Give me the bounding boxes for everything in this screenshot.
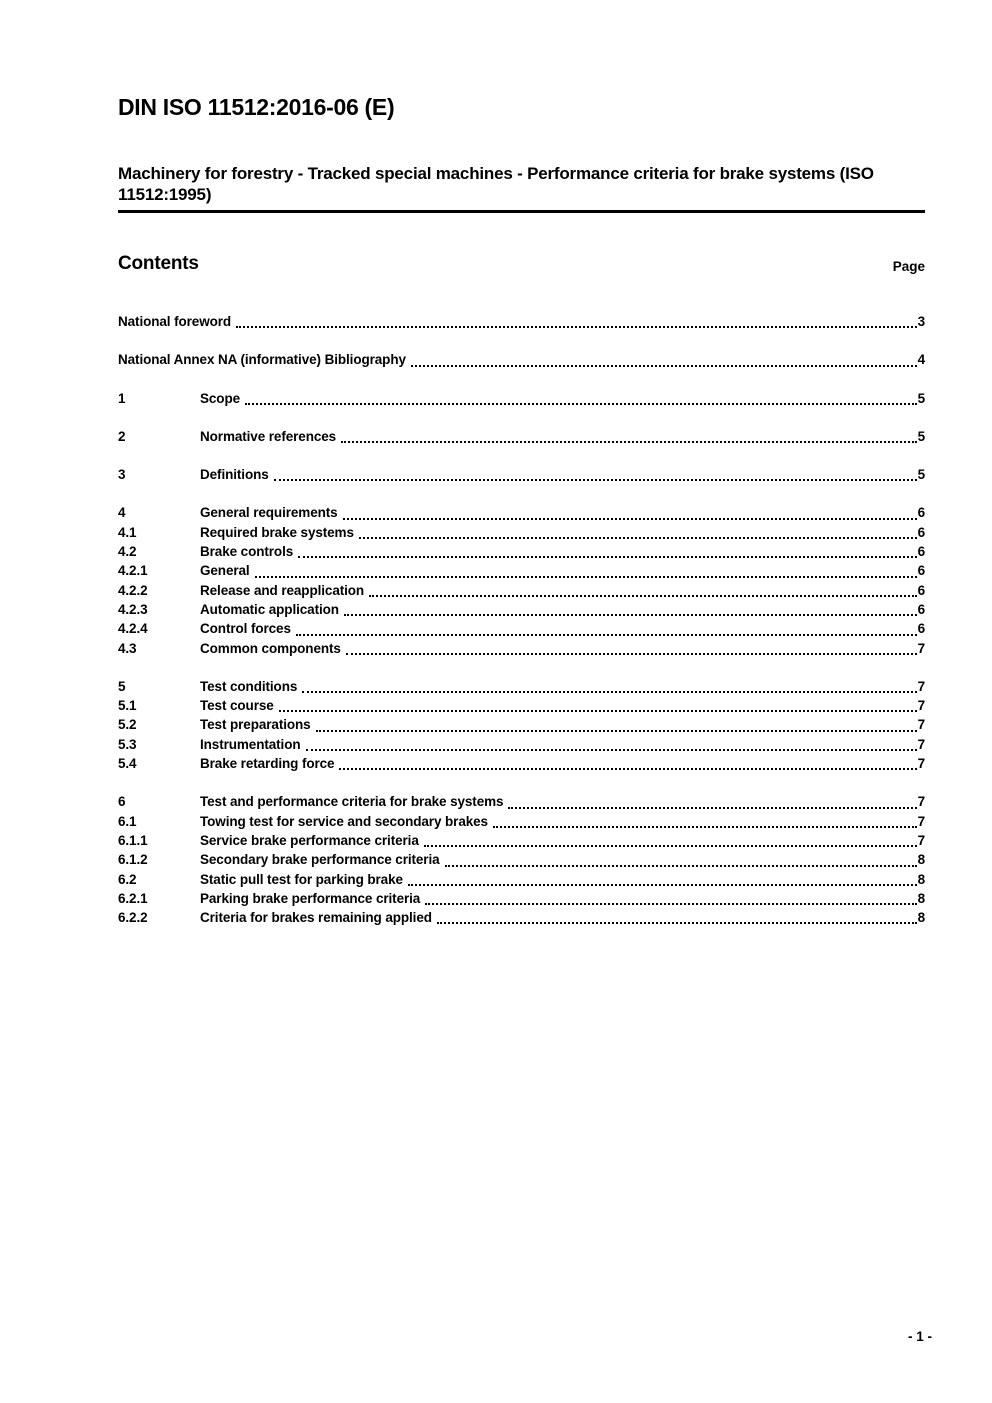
contents-header — [118, 252, 925, 275]
toc-entry — [118, 350, 925, 369]
toc-entry-label: Common components — [200, 640, 341, 656]
toc-entry-number: 4.2.1 — [118, 563, 148, 579]
toc-entry-label: National foreword — [118, 314, 232, 329]
toc-group — [118, 503, 925, 657]
toc-entry-page: 7 — [917, 698, 925, 714]
toc-entry-page: 7 — [917, 717, 925, 733]
toc-entry-number: 5.4 — [118, 756, 137, 772]
toc-dotted-leader — [344, 614, 917, 616]
toc-entry-page: 7 — [917, 832, 925, 848]
toc-entry-page: 5 — [917, 428, 925, 444]
toc-dotted-leader — [245, 403, 917, 405]
toc-dotted-leader — [408, 884, 917, 886]
toc-dotted-leader — [369, 595, 917, 597]
toc-entry-number: 4.2.4 — [118, 621, 148, 637]
toc-entry — [118, 908, 925, 927]
toc-dotted-leader — [302, 691, 916, 693]
toc-entry — [118, 715, 925, 734]
toc-dotted-leader — [279, 710, 917, 712]
toc-entry-label: Scope — [200, 390, 241, 406]
toc-entry-label: Parking brake performance criteria — [200, 890, 421, 906]
toc-entry-number: 3 — [118, 467, 126, 483]
toc-dotted-leader — [298, 556, 916, 558]
toc-entry-page: 6 — [917, 524, 925, 540]
toc-entry-label: General requirements — [200, 505, 338, 521]
toc-entry-number: 5.2 — [118, 717, 137, 733]
toc-entry-page: 4 — [917, 352, 925, 368]
footer-page-number: - 1 - — [907, 1329, 932, 1344]
toc-entry-page: 7 — [917, 678, 925, 694]
toc-group — [118, 427, 925, 446]
toc-entry-number: 6.1.2 — [118, 852, 148, 868]
toc-entry-label: Instrumentation — [200, 736, 301, 752]
toc-entry-number: 4.1 — [118, 524, 137, 540]
toc-entry — [118, 503, 925, 522]
toc-dotted-leader — [493, 826, 917, 828]
toc-entry-page: 6 — [917, 601, 925, 617]
toc-dotted-leader — [425, 903, 916, 905]
toc-entry-label: Criteria for brakes remaining applied — [200, 910, 432, 926]
document-number: DIN ISO 11512:2016-06 (E) — [118, 94, 395, 120]
toc-dotted-leader — [316, 730, 917, 732]
toc-entry-number: 6.2 — [118, 871, 137, 887]
toc-entry-label: Test preparations — [200, 717, 311, 733]
toc-group — [118, 677, 925, 773]
toc-entry — [118, 523, 925, 542]
toc-entry-number: 6 — [118, 794, 126, 810]
toc-entry-label: Automatic application — [200, 601, 339, 617]
toc-entry — [118, 792, 925, 811]
toc-dotted-leader — [339, 768, 916, 770]
toc-entry-number: 2 — [118, 428, 126, 444]
toc-entry-label: General — [200, 563, 250, 579]
toc-entry-page: 8 — [917, 890, 925, 906]
toc-entry-page: 8 — [917, 852, 925, 868]
toc-entry-number: 4 — [118, 505, 126, 521]
toc-dotted-leader — [437, 922, 917, 924]
toc-entry-number: 5.1 — [118, 698, 137, 714]
toc-entry-number: 6.2.1 — [118, 890, 148, 906]
toc-entry — [118, 542, 925, 561]
toc-entry — [118, 619, 925, 638]
toc-entry-number: 1 — [118, 390, 126, 406]
toc-dotted-leader — [306, 749, 917, 751]
toc-entry-page: 8 — [917, 910, 925, 926]
toc-entry-label: Towing test for service and secondary brakes — [200, 813, 488, 829]
toc-entry — [118, 465, 925, 484]
toc-entry-label: Required brake systems — [200, 524, 354, 540]
toc-entry-label: National Annex NA (informative) Bibliography — [118, 352, 406, 368]
toc-entry-number: 6.1.1 — [118, 832, 148, 848]
toc-group — [118, 792, 925, 927]
toc-entry-page: 7 — [917, 794, 925, 810]
toc-entry-label: Brake retarding force — [200, 756, 335, 772]
contents-heading: Contents — [118, 253, 199, 274]
toc-entry — [118, 735, 925, 754]
toc-dotted-leader — [255, 576, 917, 578]
toc-entry-number: 5.3 — [118, 736, 137, 752]
toc-entry-number: 4.3 — [118, 640, 137, 656]
toc-dotted-leader — [296, 634, 917, 636]
toc-entry-number: 4.2.2 — [118, 582, 148, 598]
toc-entry-page: 7 — [917, 736, 925, 752]
toc-entry-number: 5 — [118, 678, 126, 694]
toc-entry-label: Definitions — [200, 467, 269, 483]
toc-dotted-leader — [411, 365, 917, 367]
toc-entry — [118, 312, 925, 331]
toc-entry — [118, 389, 925, 408]
toc-entry-label: Test course — [200, 698, 274, 714]
toc-dotted-leader — [274, 479, 917, 481]
toc-entry-label: Test and performance criteria for brake systems — [200, 794, 504, 810]
toc-dotted-leader — [424, 845, 917, 847]
toc-entry-page: 6 — [917, 505, 925, 521]
toc-entry-number: 4.2 — [118, 544, 137, 560]
table-of-contents — [118, 312, 925, 927]
toc-entry — [118, 427, 925, 446]
document-title: Machinery for forestry - Tracked special machines - Performance criteria for brake systems (ISO 11512:1995) — [118, 163, 925, 213]
toc-dotted-leader — [346, 653, 917, 655]
toc-entry-page: 7 — [917, 813, 925, 829]
toc-entry — [118, 850, 925, 869]
toc-dotted-leader — [341, 441, 917, 443]
toc-entry-label: Control forces — [200, 621, 291, 637]
toc-group — [118, 465, 925, 484]
toc-entry — [118, 677, 925, 696]
toc-group — [118, 312, 925, 331]
toc-entry — [118, 600, 925, 619]
toc-entry-label: Test conditions — [200, 678, 298, 694]
toc-entry-page: 6 — [917, 544, 925, 560]
toc-entry-page: 7 — [917, 640, 925, 656]
toc-dotted-leader — [508, 807, 916, 809]
toc-dotted-leader — [236, 326, 917, 328]
toc-entry-page: 5 — [917, 467, 925, 483]
toc-entry — [118, 889, 925, 908]
toc-entry-page: 5 — [917, 390, 925, 406]
toc-dotted-leader — [445, 865, 917, 867]
toc-group — [118, 350, 925, 369]
toc-entry-page: 6 — [917, 621, 925, 637]
toc-entry-page: 7 — [917, 756, 925, 772]
toc-entry-page: 3 — [917, 314, 925, 329]
toc-entry-label: Brake controls — [200, 544, 294, 560]
toc-entry — [118, 639, 925, 658]
toc-entry — [118, 561, 925, 580]
toc-entry — [118, 831, 925, 850]
toc-entry — [118, 581, 925, 600]
toc-entry-page: 8 — [917, 871, 925, 887]
toc-entry-label: Secondary brake performance criteria — [200, 852, 440, 868]
toc-dotted-leader — [359, 537, 917, 539]
toc-entry — [118, 696, 925, 715]
toc-entry — [118, 754, 925, 773]
page-column-label: Page — [892, 259, 925, 274]
toc-dotted-leader — [343, 518, 917, 520]
toc-group — [118, 389, 925, 408]
toc-entry-label: Static pull test for parking brake — [200, 871, 403, 887]
toc-entry-label: Service brake performance criteria — [200, 832, 419, 848]
toc-entry — [118, 812, 925, 831]
toc-entry-page: 6 — [917, 563, 925, 579]
toc-entry-label: Release and reapplication — [200, 582, 365, 598]
toc-entry-number: 6.2.2 — [118, 910, 148, 926]
toc-entry-label: Normative references — [200, 428, 337, 444]
toc-entry-number: 4.2.3 — [118, 601, 148, 617]
toc-entry-page: 6 — [917, 582, 925, 598]
toc-entry-number: 6.1 — [118, 813, 137, 829]
toc-entry — [118, 870, 925, 889]
